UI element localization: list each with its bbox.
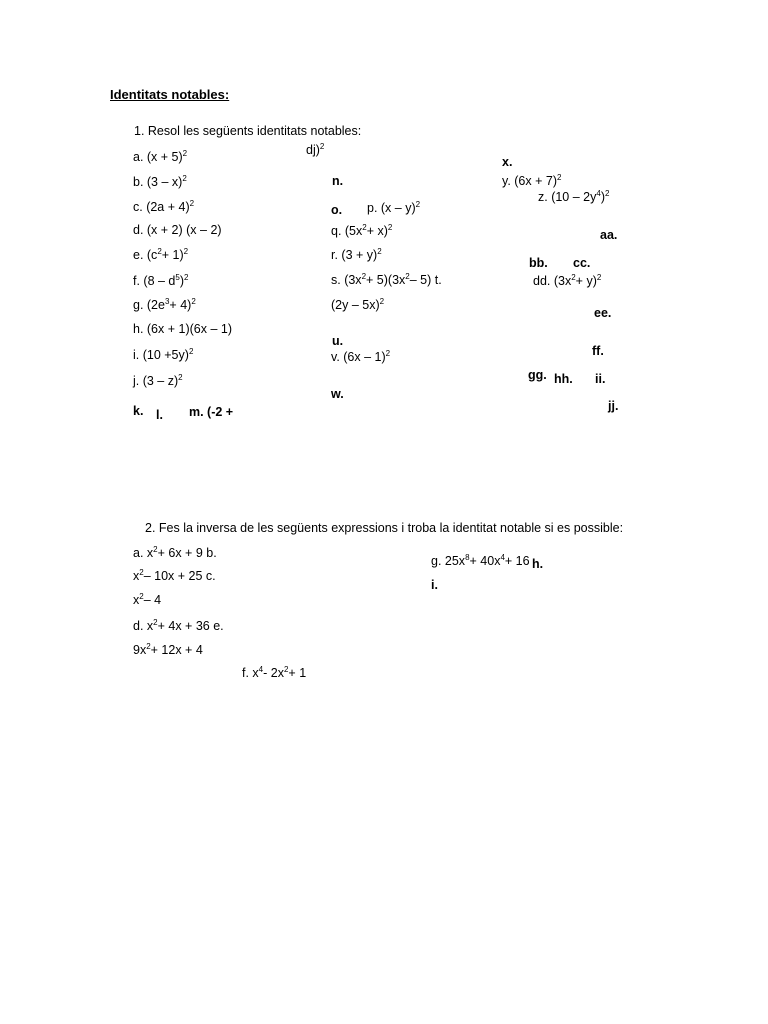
item-z: z. $(10 - 2y^4)^2$: [538, 189, 610, 204]
item-g: g. $(2e^3+ 4)^2$: [133, 297, 196, 312]
item-r: r. $(3 + y)^2$: [331, 247, 382, 262]
item-v: v. (6x – 1)$^2$: [331, 349, 391, 364]
ex2-item-g: g. $25x^8+ 40x^4+ 16$: [431, 553, 530, 568]
ex2-item-c-expression: $x^2-$ 4: [133, 592, 162, 607]
item-bb: bb.: [529, 256, 548, 270]
item-gg: gg.: [528, 368, 547, 382]
ex2-item-a-b: a. $x^2+ 6x + 9$ b.: [133, 545, 217, 560]
item-w: w.: [331, 387, 344, 401]
item-c: c. $(2a + 4)^2$: [133, 199, 195, 214]
item-dj: dj)$^2$: [306, 142, 325, 157]
item-l: l.: [156, 408, 163, 422]
item-dd: dd. $(3x^2+ y)^2$: [533, 273, 602, 288]
item-x: x.: [502, 155, 513, 169]
item-k: k.: [133, 404, 144, 418]
ex2-item-e-expression: $9x^2+ 12x + 4$: [133, 642, 203, 657]
ex2-item-h: h.: [532, 557, 544, 571]
item-m: m. (-2 +: [189, 405, 234, 419]
item-t-expression: (2y – 5x)$^2$: [331, 297, 385, 312]
item-b: b. (3 – x)$^2$: [133, 174, 187, 189]
exercise-1-heading: 1. Resol les següents identitats notables:: [134, 124, 362, 138]
item-o: o.: [331, 203, 343, 217]
ex2-item-d-e: d. $x^2+ 4x + 36$ e.: [133, 618, 224, 633]
item-aa: aa.: [600, 228, 618, 242]
item-p: p. (x – y)$^2$: [367, 200, 421, 215]
item-jj: jj.: [608, 399, 619, 413]
item-q: q. $(5x^2+ x)^2$: [331, 223, 393, 238]
item-u: u.: [332, 334, 344, 348]
item-n: n.: [332, 174, 344, 188]
item-ff: ff.: [592, 344, 604, 358]
item-f: f. $(8 - d^5)^2$: [133, 273, 189, 288]
page-title: Identitats notables:: [110, 87, 230, 102]
item-cc: cc.: [573, 256, 591, 270]
item-a: a. $(x + 5)^2$: [133, 149, 188, 164]
exercise-2-heading: 2. Fes la inversa de les següents expressions i troba la identitat notable si es possible:: [145, 521, 624, 535]
ex2-item-b-c: $x^2-$ 10x + 25 c.: [133, 568, 216, 583]
item-d: d. (x + 2) (x – 2): [133, 223, 222, 237]
item-s-t: s. $(3x^2+ 5)(3x^2-$ 5) t.: [331, 272, 442, 287]
ex2-item-f: f. $x^4-$ $2x^2+ 1$: [242, 665, 307, 680]
item-i: i. $(10 +5y)^2$: [133, 347, 194, 362]
item-ee: ee.: [594, 306, 612, 320]
item-h: h. (6x + 1)(6x – 1): [133, 322, 232, 336]
item-ii: ii.: [595, 372, 606, 386]
item-hh: hh.: [554, 372, 573, 386]
item-j: j. (3 – z)$^2$: [133, 373, 183, 388]
item-y: y. $(6x + 7)^2$: [502, 173, 562, 188]
item-e: e. $(c^2+ 1)^2$: [133, 247, 189, 262]
ex2-item-i: i.: [431, 578, 438, 592]
